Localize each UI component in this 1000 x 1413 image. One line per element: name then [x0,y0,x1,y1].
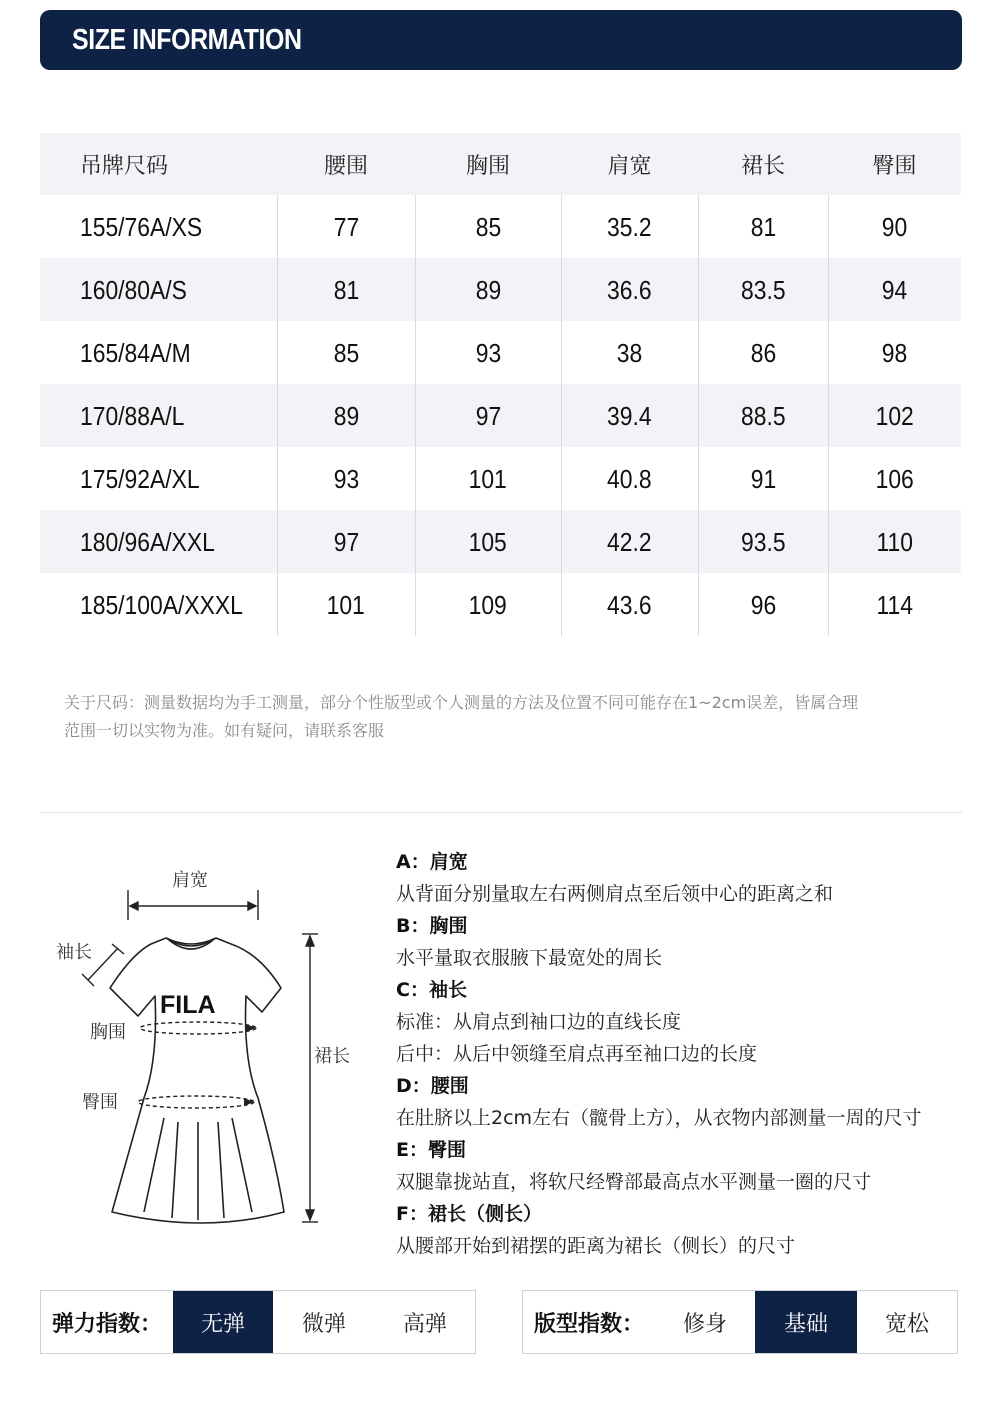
table-row [40,573,961,636]
guide-title: B：胸围 [396,915,468,937]
table-cell: 110 [828,510,961,573]
table-cell: 93 [277,447,415,510]
table-row [40,510,961,573]
table-cell: 102 [828,384,961,447]
size-note-line: 范围一切以实物为准。如有疑问，请联系客服 [64,721,385,740]
table-cell: 114 [828,573,961,636]
table-cell: 180/96A/XXL [40,510,277,573]
elasticity-option-none: 无弹 [173,1291,273,1353]
table-cell: 175/92A/XL [80,464,200,494]
table-cell: 85 [277,321,415,384]
table-cell: 40.8 [561,447,698,510]
column-header-hip: 臀围 [828,133,961,195]
guide-title: A：肩宽 [396,851,468,873]
elasticity-option-slight: 微弹 [301,1311,346,1337]
column-header-size: 吊牌尺码 [40,133,277,195]
table-cell: 39.4 [561,384,698,447]
guide-title: C：袖长 [396,979,467,1001]
table-cell: 160/80A/S [40,258,277,321]
table-row [40,447,961,510]
table-cell: 81 [698,195,828,258]
table-cell: 42.2 [561,510,698,573]
table-cell: 77 [277,195,415,258]
column-header-chest: 胸围 [415,133,561,195]
dress-measurement-diagram [48,850,368,1250]
table-cell: 83.5 [698,258,828,321]
table-cell: 90 [828,195,961,258]
table-cell: 89 [277,384,415,447]
table-cell: 88.5 [698,384,828,447]
label-shoulder: 肩宽 [172,870,208,891]
guide-title: D：腰围 [396,1075,469,1097]
header-banner [40,10,962,70]
guide-text: 从背面分别量取左右两侧肩点至后领中心的距离之和 [396,883,834,905]
guide-text: 水平量取衣服腋下最宽处的周长 [396,947,663,969]
table-cell: 106 [828,447,961,510]
table-cell: 101 [277,573,415,636]
table-cell: 85 [415,195,561,258]
elasticity-option-high: 高弹 [402,1311,447,1337]
table-row [40,258,961,321]
table-cell: 98 [828,321,961,384]
table-cell: 185/100A/XXXL [80,590,243,620]
fit-index [522,1290,958,1354]
guide-title: F：裙长（侧长） [396,1203,542,1225]
table-cell: 86 [698,321,828,384]
fit-option-slim: 修身 [682,1311,727,1337]
guide-text: 在肚脐以上2cm左右（髋骨上方），从衣物内部测量一周的尺寸 [396,1107,922,1129]
guide-text: 双腿靠拢站直，将软尺经臀部最高点水平测量一圈的尺寸 [396,1171,872,1193]
table-cell: 170/88A/L [40,384,277,447]
table-cell: 105 [415,510,561,573]
table-row [40,195,961,258]
table-cell: 89 [415,258,561,321]
label-length: 裙长 [314,1046,350,1067]
label-sleeve: 袖长 [56,942,92,963]
column-header-waist: 腰围 [277,133,415,195]
table-cell: 93 [415,321,561,384]
table-cell: 155/76A/XS [80,212,203,242]
page-title: SIZE INFORMATION [72,23,302,56]
section-divider [40,812,962,813]
size-note-line: 关于尺码：测量数据均为手工测量，部分个性版型或个人测量的方法及位置不同可能存在1~2cm误差，皆属合理 [64,693,859,712]
fila-logo: FILA [160,991,216,1019]
table-cell: 101 [415,447,561,510]
measurement-guide [396,846,976,1262]
size-table [40,133,961,636]
table-cell: 109 [415,573,561,636]
column-header-length: 裙长 [698,133,828,195]
table-cell: 38 [561,321,698,384]
guide-text: 标准：从肩点到袖口边的直线长度 [396,1011,682,1033]
table-cell: 93.5 [698,510,828,573]
column-header-shoulder: 肩宽 [561,133,698,195]
table-header-row [40,133,961,195]
label-chest: 胸围 [90,1022,126,1043]
fit-label: 版型指数： [533,1311,644,1337]
table-cell: 81 [277,258,415,321]
table-cell: 94 [828,258,961,321]
table-cell: 96 [698,573,828,636]
guide-text: 后中：从后中领缝至肩点再至袖口边的长度 [396,1043,758,1065]
elasticity-index [40,1290,476,1354]
table-row [40,384,961,447]
table-cell: 91 [698,447,828,510]
table-cell: 36.6 [561,258,698,321]
table-cell: 35.2 [561,195,698,258]
guide-text: 从腰部开始到裙摆的距离为裙长（侧长）的尺寸 [396,1235,796,1257]
fit-option-loose: 宽松 [884,1311,929,1337]
table-cell: 43.6 [561,573,698,636]
guide-title: E：臀围 [396,1139,466,1161]
label-hip: 臀围 [82,1092,118,1113]
size-note [64,689,964,745]
fit-option-regular: 基础 [755,1291,857,1353]
elasticity-label: 弹力指数： [51,1311,162,1337]
table-row [40,321,961,384]
table-cell: 97 [415,384,561,447]
table-cell: 97 [277,510,415,573]
table-cell: 165/84A/M [80,338,191,368]
